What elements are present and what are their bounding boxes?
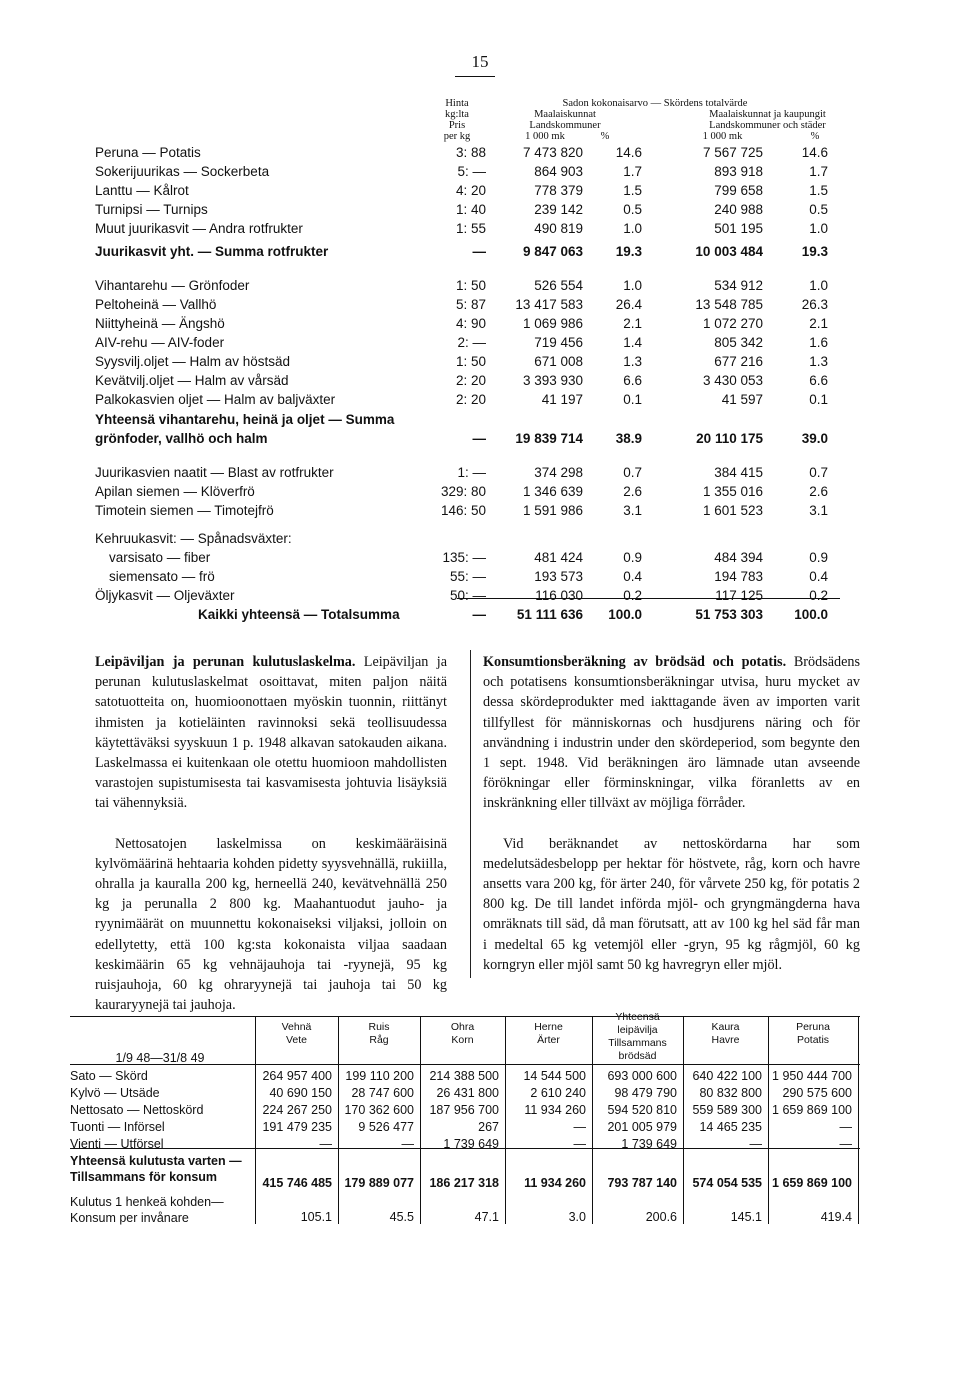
bottom-cell: 214 388 500 — [429, 1069, 499, 1083]
bottom-row-label: Kulutus 1 henkeä kohden— Konsum per invånare — [70, 1195, 224, 1225]
bottom-cell: 186 217 318 — [429, 1176, 499, 1190]
cell-v2: 384 415 — [714, 465, 763, 480]
bottom-cell: 559 589 300 — [692, 1103, 762, 1117]
bottom-cell: — — [839, 1137, 852, 1151]
bottom-cell: 693 000 600 — [607, 1069, 677, 1083]
bottom-cell: — — [319, 1137, 332, 1151]
bottom-cell: 14 465 235 — [699, 1120, 762, 1134]
bottom-cell: 28 747 600 — [351, 1086, 414, 1100]
bottom-cell: — — [573, 1120, 586, 1134]
bottom-cell: 98 479 790 — [614, 1086, 677, 1100]
bottom-cell: 11 934 260 — [524, 1103, 586, 1117]
right-paragraph-2: Vid beräknandet av nettoskördarna har som medelutsädesbelopp per hektar för höstvete, råg, korn och havre ansetts vara 200 kg, för ärter 240, för vårvete 250 kg, för potatis 2 800 kg. De till landet införda mjöl- och gryngmängderna hava omräknats till säd, då man förutsatt, att av 100 kg hel säd får man i medeltal 65 kg vetemjöl eller -gryn, 95 kg rågmjöl, 60 kg korngryn eller mjöl samt 50 kg havregryn eller mjöl. — [483, 835, 860, 973]
cell-v1: 1 069 986 — [522, 316, 583, 331]
bottom-cell: 201 005 979 — [607, 1120, 677, 1134]
row-label: Lanttu — Kålrot — [95, 183, 189, 198]
cell-v1: 864 903 — [534, 164, 583, 179]
bottom-cell: 40 690 150 — [269, 1086, 332, 1100]
bottom-cell: 2 610 240 — [530, 1086, 586, 1100]
bottom-cell: — — [573, 1137, 586, 1151]
bottom-cell: 574 054 535 — [692, 1176, 762, 1190]
cell-price: 1: 50 — [455, 354, 486, 369]
cell-p2: 1.6 — [809, 335, 828, 350]
row-label: Öljykasvit — Oljeväxter — [95, 588, 235, 603]
cell-v2: 13 548 785 — [695, 297, 763, 312]
cell-price: — — [472, 431, 486, 446]
bottom-row-label: Yhteensä kulutusta varten — Tillsammans för konsum — [70, 1154, 242, 1184]
cell-p2: 0.5 — [809, 202, 828, 217]
cell-v2: 501 195 — [714, 221, 763, 236]
bottom-row-label: Sato — Skörd — [70, 1069, 148, 1083]
cell-p2: 2.1 — [809, 316, 828, 331]
cell-v1: 19 839 714 — [515, 431, 583, 446]
row-label: Apilan siemen — Klöverfrö — [95, 484, 255, 499]
row-label: Sokerijuurikas — Sockerbeta — [95, 164, 270, 179]
cell-p1: 38.9 — [615, 431, 642, 446]
cell-v2: 677 216 — [714, 354, 763, 369]
cell-price: 4: 90 — [455, 316, 486, 331]
row-label: Turnipsi — Turnips — [95, 202, 208, 217]
cell-v2: 7 567 725 — [702, 145, 763, 160]
row-label: Kehruukasvit: — Spånadsväxter: — [95, 531, 292, 546]
bottom-cell: 290 575 600 — [782, 1086, 852, 1100]
bottom-cell: 793 787 140 — [607, 1176, 677, 1190]
cell-p1: 1.5 — [623, 183, 642, 198]
cell-v2: 484 394 — [714, 550, 763, 565]
cell-price: 55: — — [449, 569, 486, 584]
cell-price: 1: 50 — [455, 278, 486, 293]
cell-v2: 117 125 — [715, 588, 763, 603]
cell-v1: 1 591 986 — [522, 503, 583, 518]
cell-v1: 41 197 — [541, 392, 583, 407]
all-header: Maalaiskunnat ja kaupungit Landskommuner och städer — [709, 109, 826, 131]
bottom-cell: 11 934 260 — [524, 1176, 586, 1190]
cell-v1: 51 111 636 — [516, 607, 583, 622]
row-label: Kevätvilj.oljet — Halm av vårsäd — [95, 373, 289, 388]
cell-p2: 0.2 — [809, 588, 828, 603]
cell-p2: 26.3 — [801, 297, 828, 312]
cell-v2: 194 783 — [714, 569, 763, 584]
cell-p1: 0.7 — [623, 465, 642, 480]
bottom-cell: 80 832 800 — [699, 1086, 762, 1100]
row-label: Juurikasvien naatit — Blast av rotfrukter — [95, 465, 334, 480]
cell-p2: 0.7 — [809, 465, 828, 480]
cell-p1: 0.1 — [623, 392, 642, 407]
cell-p1: 0.2 — [623, 588, 642, 603]
cell-p1: 1.0 — [623, 278, 642, 293]
cell-v2: 534 912 — [714, 278, 763, 293]
cell-p1: 3.1 — [623, 503, 642, 518]
cell-price: 329: 80 — [440, 484, 486, 499]
bottom-cell: 640 422 100 — [692, 1069, 762, 1083]
cell-p1: 14.6 — [615, 145, 642, 160]
row-label: Juurikasvit yht. — Summa rotfrukter — [95, 244, 329, 259]
all-unit-pct: % — [810, 131, 820, 142]
cell-v2: 893 918 — [714, 164, 763, 179]
cell-price: 50: — — [449, 588, 486, 603]
cell-p2: 6.6 — [809, 373, 828, 388]
cell-p2: 100.0 — [794, 607, 828, 622]
cell-p2: 1.3 — [809, 354, 828, 369]
cell-v2: 805 342 — [714, 335, 763, 350]
cell-p2: 2.6 — [809, 484, 828, 499]
cell-v1: 7 473 820 — [522, 145, 583, 160]
left-paragraph-1: Leipäviljan ja perunan kulutuslaskelmat osoittavat, miten paljon näitä satotuotteita on, huomioonottaen myöskin tuonnin, riittänyt ihmisten ja kotieläinten ravinnoksi sekä teollisuudessa käytettäväksi syyskuun 1 p. 1948 alkavan satokauden aikana. Laskelmassa ei kuitenkaan ole otettu huomioon mahdollisten varastojen supistumisesta tai kasvamisesta johtuvia lisäyksiä tai vähennyksiä. — [95, 654, 447, 812]
row-label: Kaikki yhteensä — Totalsumma — [198, 607, 400, 622]
period-label: 1/9 48—31/8 49 — [115, 1051, 205, 1065]
bottom-cell: 26 431 800 — [436, 1086, 499, 1100]
bottom-cell: 1 659 869 100 — [772, 1176, 852, 1190]
cell-v2: 51 753 303 — [695, 607, 763, 622]
bottom-cell: 3.0 — [568, 1210, 586, 1224]
cell-p2: 1.7 — [809, 164, 828, 179]
cell-v2: 799 658 — [714, 183, 763, 198]
column-header: Vehnä Vete — [281, 1021, 312, 1046]
bottom-cell: 47.1 — [474, 1210, 499, 1224]
harvest-group-header: Sadon kokonaisarvo — Skördens totalvärde — [562, 98, 748, 109]
cell-v2: 1 355 016 — [702, 484, 763, 499]
row-label: siemensato — frö — [109, 569, 215, 584]
cell-price: 2: — — [457, 335, 486, 350]
bottom-cell: 1 950 444 700 — [772, 1069, 852, 1083]
cell-v2: 3 430 053 — [702, 373, 763, 388]
column-header: Yhteensä leipäviljа Tillsammans brödsäd — [608, 1011, 667, 1062]
row-label: varsisato — fiber — [109, 550, 211, 565]
bottom-cell: 415 746 485 — [262, 1176, 332, 1190]
price-header: Hinta kg:lta Pris per kg — [443, 98, 471, 142]
bottom-cell: 224 267 250 — [262, 1103, 332, 1117]
column-header: Kaura Havre — [711, 1021, 740, 1046]
cell-p2: 19.3 — [801, 244, 828, 259]
row-label: Peruna — Potatis — [95, 145, 201, 160]
bottom-cell: 145.1 — [730, 1210, 762, 1224]
cell-p1: 0.5 — [623, 202, 642, 217]
cell-price: 5: — — [457, 164, 486, 179]
right-paragraph-1: Brödsädens och potatisens konsumtionsberäkningar utvisa, huru mycket av dessa skördeprodukter med iakttagande även av importen varit tillfyllest för människornas och husdjurens näring och för användning i industrin under den skördeperiod, som begynte den 1 sept. 1948. Vid beräkningen äro lämnade utan avseende förökningar eller förminskningar, vilka föranletts av en inskränkning eller tillväxt av möjliga förråder. — [483, 654, 861, 812]
cell-p1: 100.0 — [608, 607, 642, 622]
cell-p1: 19.3 — [615, 244, 642, 259]
cell-p2: 1.5 — [809, 183, 828, 198]
cell-p2: 1.0 — [809, 221, 828, 236]
cell-p1: 1.7 — [623, 164, 642, 179]
cell-v1: 481 424 — [534, 550, 583, 565]
cell-price: 4: 20 — [455, 183, 486, 198]
cell-p1: 2.1 — [623, 316, 642, 331]
bottom-cell: 179 889 077 — [344, 1176, 414, 1190]
row-label: grönfoder, vallhö och halm — [95, 431, 268, 446]
cell-v1: 374 298 — [534, 465, 583, 480]
rural-unit-pct: % — [600, 131, 610, 142]
cell-v1: 490 819 — [534, 221, 583, 236]
cell-p1: 1.0 — [623, 221, 642, 236]
cell-price: 1: — — [457, 465, 486, 480]
bt-col-rule-7 — [858, 1016, 859, 1224]
cell-p1: 0.4 — [623, 569, 642, 584]
cell-v1: 778 379 — [534, 183, 583, 198]
left-heading: Leipäviljan ja perunan kulutuslaskelma. — [95, 654, 356, 670]
left-paragraph-2: Nettosatojen laskelmissa on keskimääräisinä kylvömäärinä hehtaaria kohden pidetty syysvehnällä, rukiilla, ohralla ja kauralla 200 kg, herneellä 240, kevätvehnällä 250 kg ja perunalla 2 800 kg. Maahantuodut jauho- ja ryynimäärät on muunnettu kokonaiseksi viljaksi, jolloin on edellytetty, että 100 kg:sta kokonaista viljaa saadaan keskimäärin 65 kg vehnäjauhoja tai -ryynejä, 95 kg ruisjauhoja, 60 kg ohraryynejä tai jauhoja tai 50 kg kauraryynejä tai jauhoja. — [95, 835, 447, 1014]
cell-v1: 239 142 — [534, 202, 583, 217]
cell-v1: 1 346 639 — [522, 484, 583, 499]
bottom-table-top-rule — [70, 1016, 860, 1017]
bottom-row-label: Vienti — Utförsel — [70, 1137, 164, 1151]
row-label: Niittyheinä — Ängshö — [95, 316, 225, 331]
row-label: AIV-rehu — AIV-foder — [95, 335, 225, 350]
cell-v2: 41 597 — [721, 392, 763, 407]
cell-v1: 13 417 583 — [515, 297, 583, 312]
cell-v2: 10 003 484 — [695, 244, 763, 259]
cell-p2: 3.1 — [809, 503, 828, 518]
bottom-cell: 1 739 649 — [443, 1137, 499, 1151]
bottom-cell: 9 526 477 — [358, 1120, 414, 1134]
cell-p1: 1.4 — [623, 335, 642, 350]
bottom-row-label: Kylvö — Utsäde — [70, 1086, 160, 1100]
row-label: Peltoheinä — Vallhö — [95, 297, 217, 312]
column-header: Peruna Potatis — [796, 1021, 830, 1046]
bottom-cell: 1 659 869 100 — [772, 1103, 852, 1117]
bottom-cell: 419.4 — [820, 1210, 852, 1224]
rural-unit-mk: 1 000 mk — [525, 131, 565, 142]
rural-header: Maalaiskunnat Landskommuner — [529, 109, 601, 131]
cell-v1: 9 847 063 — [522, 244, 583, 259]
bottom-cell: 200.6 — [645, 1210, 677, 1224]
cell-v1: 3 393 930 — [522, 373, 583, 388]
cell-p2: 1.0 — [809, 278, 828, 293]
cell-price: — — [472, 244, 486, 259]
row-label: Muut juurikasvit — Andra rotfrukter — [95, 221, 303, 236]
cell-price: — — [472, 607, 486, 622]
cell-p1: 1.3 — [623, 354, 642, 369]
cell-p1: 2.6 — [623, 484, 642, 499]
bottom-cell: — — [401, 1137, 414, 1151]
cell-v2: 1 072 270 — [702, 316, 763, 331]
cell-price: 1: 40 — [455, 202, 486, 217]
bottom-cell: — — [749, 1137, 762, 1151]
cell-price: 3: 88 — [455, 145, 486, 160]
cell-price: 2: 20 — [455, 392, 486, 407]
cell-v1: 116 030 — [535, 588, 583, 603]
cell-v1: 719 456 — [534, 335, 583, 350]
row-label: Vihantarehu — Grönfoder — [95, 278, 250, 293]
bottom-cell: 170 362 600 — [344, 1103, 414, 1117]
bottom-cell: 191 479 235 — [262, 1120, 332, 1134]
cell-price: 5: 87 — [455, 297, 486, 312]
cell-v1: 193 573 — [534, 569, 583, 584]
row-label: Palkokasvien oljet — Halm av baljväxter — [95, 392, 336, 407]
cell-p1: 26.4 — [615, 297, 642, 312]
cell-price: 146: 50 — [440, 503, 486, 518]
right-heading: Konsumtionsberäkning av brödsäd och potatis. — [483, 654, 787, 670]
cell-p1: 0.9 — [623, 550, 642, 565]
cell-v1: 671 008 — [534, 354, 583, 369]
cell-p2: 14.6 — [801, 145, 828, 160]
cell-p1: 6.6 — [623, 373, 642, 388]
cell-p2: 0.4 — [809, 569, 828, 584]
cell-price: 2: 20 — [455, 373, 486, 388]
bottom-cell: 267 — [478, 1120, 499, 1134]
bottom-cell: 264 957 400 — [262, 1069, 332, 1083]
bottom-cell: 45.5 — [389, 1210, 414, 1224]
bottom-cell: 1 739 649 — [621, 1137, 677, 1151]
column-header: Ohra Korn — [450, 1021, 475, 1046]
page-number: 15 — [471, 52, 489, 71]
column-header: Herne Ärter — [534, 1021, 563, 1046]
cell-price: 1: 55 — [455, 221, 486, 236]
cell-p2: 0.9 — [809, 550, 828, 565]
column-header: Ruis Råg — [368, 1021, 390, 1046]
row-label: Yhteensä vihantarehu, heinä ja oljet — Summa — [95, 412, 395, 427]
bottom-cell: — — [839, 1120, 852, 1134]
cell-price: 135: — — [442, 550, 486, 565]
bottom-cell: 199 110 200 — [345, 1069, 414, 1083]
bottom-row-label: Nettosato — Nettoskörd — [70, 1103, 204, 1117]
cell-v2: 1 601 523 — [702, 503, 763, 518]
cell-v1: 526 554 — [534, 278, 583, 293]
cell-p2: 0.1 — [809, 392, 828, 407]
bottom-cell: 14 544 500 — [523, 1069, 586, 1083]
bottom-cell: 187 956 700 — [429, 1103, 499, 1117]
bottom-cell: 105.1 — [300, 1210, 332, 1224]
bottom-row-label: Tuonti — Införsel — [70, 1120, 165, 1134]
bottom-cell: 594 520 810 — [607, 1103, 677, 1117]
row-label: Syysvilj.oljet — Halm av höstsäd — [95, 354, 291, 369]
cell-v2: 20 110 175 — [696, 431, 763, 446]
row-label: Timotein siemen — Timotejfrö — [95, 503, 274, 518]
cell-p2: 39.0 — [801, 431, 828, 446]
cell-v2: 240 988 — [714, 202, 763, 217]
all-unit-mk: 1 000 mk — [702, 131, 743, 142]
